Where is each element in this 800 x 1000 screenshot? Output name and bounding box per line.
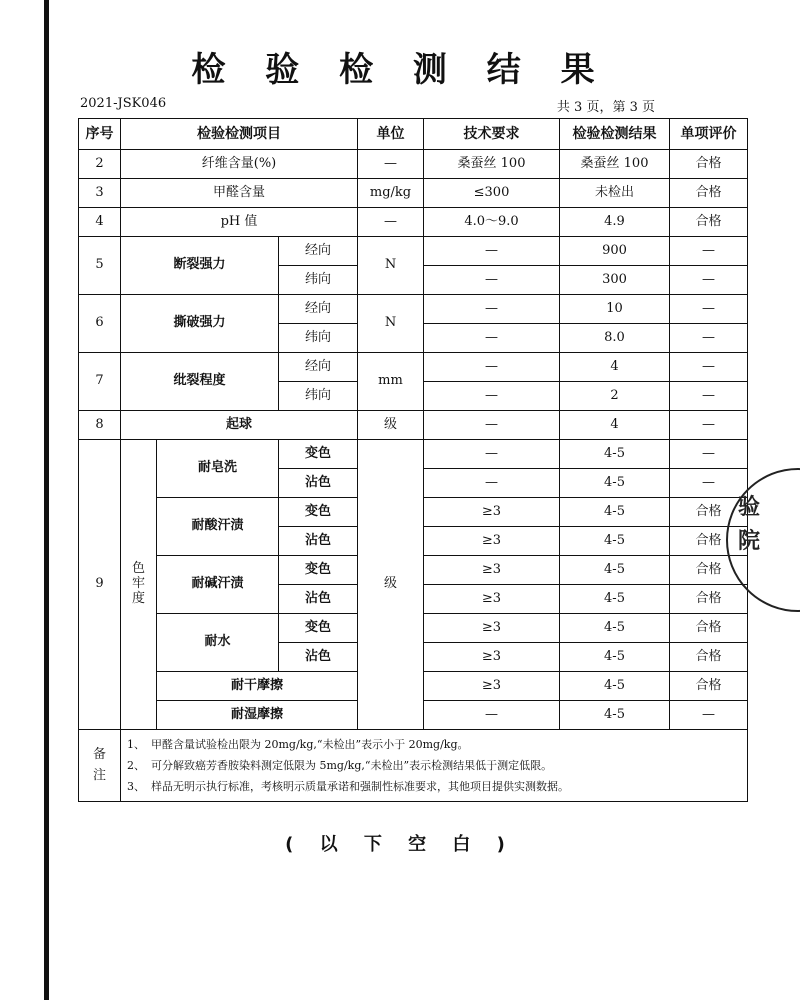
evaluation: 合格 xyxy=(670,643,748,672)
result: 4-5 xyxy=(560,469,670,498)
col-header-item: 检验检测项目 xyxy=(121,119,358,150)
unit: 级 xyxy=(358,411,424,440)
result: 4 xyxy=(560,411,670,440)
measure-label: 变色 xyxy=(279,556,358,585)
result: 未检出 xyxy=(560,179,670,208)
result: 4-5 xyxy=(560,701,670,730)
col-header-unit: 单位 xyxy=(358,119,424,150)
note-index: 2、 xyxy=(127,759,145,772)
evaluation: 合格 xyxy=(670,556,748,585)
requirement: 4.0～9.0 xyxy=(424,208,560,237)
evaluation: — xyxy=(670,382,748,411)
fastness-test: 耐碱汗渍 xyxy=(157,556,279,614)
group-label: 色牢度 xyxy=(131,561,145,606)
results-table-body xyxy=(78,118,748,802)
measure-label: 沾色 xyxy=(279,527,358,556)
unit: — xyxy=(358,208,424,237)
unit: 级 xyxy=(358,440,424,730)
requirement: — xyxy=(424,353,560,382)
note-text: 样品无明示执行标准，考核明示质量承诺和强制性标准要求，其他项目提供实测数据。 xyxy=(151,780,569,793)
row-number: 9 xyxy=(79,440,121,730)
note-line xyxy=(127,734,741,755)
test-item: 纤维含量(%) xyxy=(121,150,358,179)
test-item: 撕破强力 xyxy=(121,295,279,353)
evaluation: — xyxy=(670,324,748,353)
notes-label-text: 备注 xyxy=(92,746,106,783)
row-number: 7 xyxy=(79,353,121,411)
direction-label: 经向 xyxy=(279,295,358,324)
evaluation: — xyxy=(670,440,748,469)
fastness-test: 耐湿摩擦 xyxy=(157,701,358,730)
evaluation: 合格 xyxy=(670,208,748,237)
measure-label: 沾色 xyxy=(279,643,358,672)
measure-label: 变色 xyxy=(279,614,358,643)
note-text: 可分解致癌芳香胺染料测定低限为 5mg/kg,“未检出”表示检测结果低于测定低限。 xyxy=(151,759,553,772)
col-header-evaluation: 单项评价 xyxy=(670,119,748,150)
result: 4-5 xyxy=(560,672,670,701)
test-item: 甲醛含量 xyxy=(121,179,358,208)
row-number: 5 xyxy=(79,237,121,295)
measure-label: 沾色 xyxy=(279,469,358,498)
requirement: — xyxy=(424,324,560,353)
result: 4 xyxy=(560,353,670,382)
seal-lettering: 验院 xyxy=(738,494,761,554)
direction-label: 纬向 xyxy=(279,382,358,411)
evaluation: — xyxy=(670,353,748,382)
requirement: ≥3 xyxy=(424,614,560,643)
row-number: 6 xyxy=(79,295,121,353)
note-line xyxy=(127,755,741,776)
result: 8.0 xyxy=(560,324,670,353)
evaluation: 合格 xyxy=(670,498,748,527)
requirement: ≥3 xyxy=(424,672,560,701)
direction-label: 纬向 xyxy=(279,266,358,295)
table-row xyxy=(79,295,748,324)
page-info: 共 3 页，第 3 页 xyxy=(556,100,655,115)
unit: — xyxy=(358,150,424,179)
evaluation: — xyxy=(670,411,748,440)
row-number: 2 xyxy=(79,150,121,179)
test-item: 断裂强力 xyxy=(121,237,279,295)
evaluation: — xyxy=(670,295,748,324)
table-row xyxy=(79,179,748,208)
fastness-test: 耐皂洗 xyxy=(157,440,279,498)
requirement: ≥3 xyxy=(424,643,560,672)
notes-label xyxy=(79,730,121,802)
direction-label: 经向 xyxy=(279,353,358,382)
row-number: 3 xyxy=(79,179,121,208)
measure-label: 沾色 xyxy=(279,585,358,614)
requirement: — xyxy=(424,237,560,266)
evaluation: — xyxy=(670,237,748,266)
result: 4-5 xyxy=(560,498,670,527)
requirement: — xyxy=(424,411,560,440)
colour-fastness-group xyxy=(121,440,157,730)
requirement: — xyxy=(424,266,560,295)
table-header-row xyxy=(79,119,748,150)
measure-label: 变色 xyxy=(279,440,358,469)
evaluation: 合格 xyxy=(670,672,748,701)
requirement: ≤300 xyxy=(424,179,560,208)
result: 2 xyxy=(560,382,670,411)
evaluation: 合格 xyxy=(670,585,748,614)
evaluation: 合格 xyxy=(670,150,748,179)
requirement: — xyxy=(424,382,560,411)
note-text: 甲醛含量试验检出限为 20mg/kg,“未检出”表示小于 20mg/kg。 xyxy=(151,738,469,751)
result: 4-5 xyxy=(560,556,670,585)
table-row xyxy=(79,237,748,266)
result: 4-5 xyxy=(560,527,670,556)
evaluation: 合格 xyxy=(670,614,748,643)
table-row xyxy=(79,353,748,382)
result: 300 xyxy=(560,266,670,295)
requirement: — xyxy=(424,440,560,469)
requirement: ≥3 xyxy=(424,585,560,614)
evaluation: — xyxy=(670,266,748,295)
requirement: 桑蚕丝 100 xyxy=(424,150,560,179)
note-index: 1、 xyxy=(127,738,145,751)
evaluation: — xyxy=(670,469,748,498)
row-number: 4 xyxy=(79,208,121,237)
row-number: 8 xyxy=(79,411,121,440)
test-item: 起球 xyxy=(121,411,358,440)
unit: mg/kg xyxy=(358,179,424,208)
note-index: 3、 xyxy=(127,780,145,793)
direction-label: 纬向 xyxy=(279,324,358,353)
fastness-test: 耐水 xyxy=(157,614,279,672)
measure-label: 变色 xyxy=(279,498,358,527)
evaluation: 合格 xyxy=(670,527,748,556)
note-line xyxy=(127,776,741,797)
result: 900 xyxy=(560,237,670,266)
result: 4.9 xyxy=(560,208,670,237)
notes-row xyxy=(79,730,748,802)
col-header-result: 检验检测结果 xyxy=(560,119,670,150)
result: 桑蚕丝 100 xyxy=(560,150,670,179)
table-row xyxy=(79,208,748,237)
result: 4-5 xyxy=(560,643,670,672)
direction-label: 经向 xyxy=(279,237,358,266)
col-header-requirement: 技术要求 xyxy=(424,119,560,150)
notes-text xyxy=(121,730,748,802)
table-row xyxy=(79,150,748,179)
requirement: ≥3 xyxy=(424,556,560,585)
unit: N xyxy=(358,237,424,295)
test-item: pH 值 xyxy=(121,208,358,237)
result: 10 xyxy=(560,295,670,324)
result: 4-5 xyxy=(560,440,670,469)
page-title: 检 验 检 测 结 果 xyxy=(191,50,609,90)
unit: mm xyxy=(358,353,424,411)
fastness-test: 耐酸汗渍 xyxy=(157,498,279,556)
col-header-no: 序号 xyxy=(79,119,121,150)
blank-below-note: ( 以 下 空 白 ) xyxy=(285,834,515,855)
fastness-test: 耐干摩擦 xyxy=(157,672,358,701)
requirement: ≥3 xyxy=(424,498,560,527)
requirement: ≥3 xyxy=(424,527,560,556)
document-number: 2021-JSK046 xyxy=(80,96,167,111)
result: 4-5 xyxy=(560,614,670,643)
evaluation: — xyxy=(670,701,748,730)
requirement: — xyxy=(424,469,560,498)
unit: N xyxy=(358,295,424,353)
requirement: — xyxy=(424,701,560,730)
requirement: — xyxy=(424,295,560,324)
test-item: 纰裂程度 xyxy=(121,353,279,411)
evaluation: 合格 xyxy=(670,179,748,208)
table-row xyxy=(79,411,748,440)
table-row xyxy=(79,440,748,469)
result: 4-5 xyxy=(560,585,670,614)
